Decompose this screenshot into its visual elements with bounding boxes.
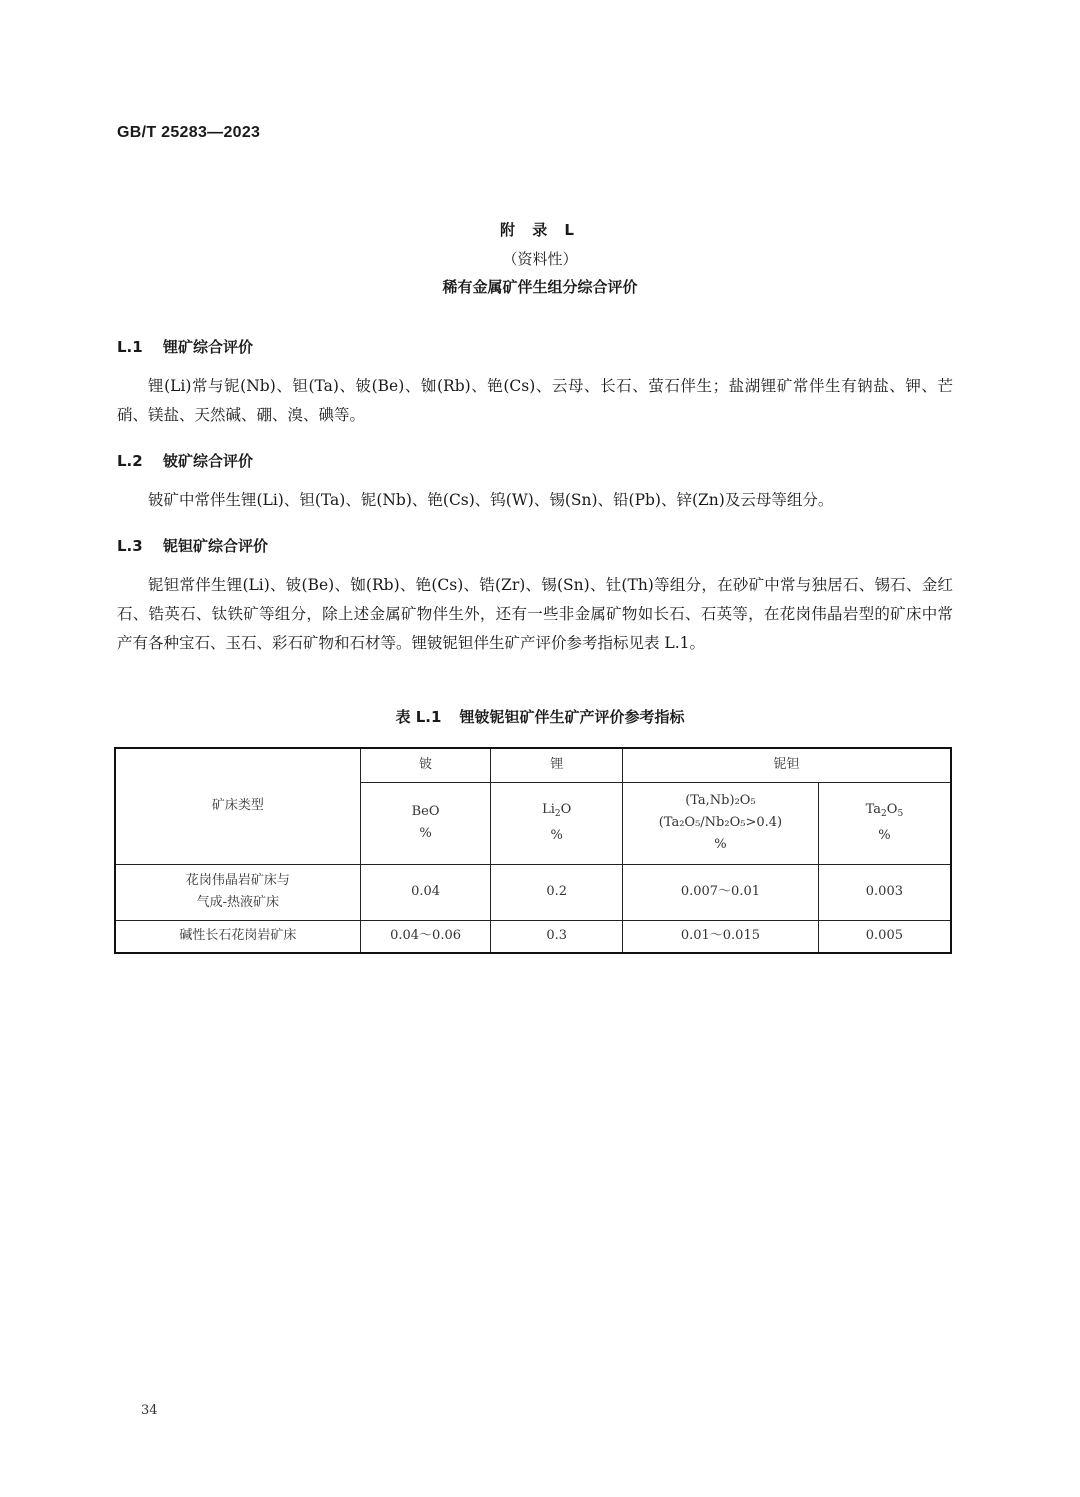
cell-ta2o5: 0.005 [818,920,951,953]
li2o-base: Li [542,802,555,817]
deposit-type-line-1: 花岗伟晶岩矿床与 [185,873,290,888]
appendix-title: 稀有金属矿伴生组分综合评价 [442,278,638,296]
ta2o5-subscript-1: 2 [881,809,887,819]
li2o-subscript: 2 [554,809,561,819]
table-row [115,864,951,920]
header-niobium-tantalum: 铌钽 [623,748,951,782]
li2o-formula [491,799,622,825]
header-beryllium: 铍 [360,748,491,782]
section-number: L.1 [117,338,143,356]
page-number: 34 [141,1403,158,1418]
cell-beo: 0.04～0.06 [360,920,491,953]
section-paragraph-l3: 铌钽常伴生锂(Li)、铍(Be)、铷(Rb)、铯(Cs)、锆(Zr)、锡(Sn)、钍(Th)等组分，在砂矿中常与独居石、锡石、金红石、锆英石、钛铁矿等组分，除上述金属矿物伴生外，还有一些非金属矿物如长石、石英等，在花岗伟晶岩型的矿床中常产有各种宝石、玉石、彩石矿物和石材等。锂铍铌钽伴生矿产评价参考指标见表 L.1。 [117,576,953,652]
cell-li2o: 0.2 [491,864,623,920]
cell-li2o: 0.3 [491,920,623,953]
header-ta2o5 [818,782,951,864]
section-heading-l1 [117,336,253,357]
table-row [115,920,951,953]
tanb-condition: (Ta₂O₅/Nb₂O₅>0.4) [658,815,783,830]
section-title: 铌钽矿综合评价 [163,537,269,555]
header-lithium: 锂 [491,748,623,782]
table-caption [0,706,1080,727]
ta2o5-base: Ta [865,802,882,817]
ta2o5-subscript-2: 5 [897,809,904,819]
cell-beo: 0.04 [360,864,491,920]
tanb-formula: (Ta,Nb)₂O₅ [685,793,756,808]
cell-tanb: 0.007～0.01 [623,864,819,920]
table-caption-title: 锂铍铌钽矿伴生矿产评价参考指标 [459,708,685,726]
section-title: 铍矿综合评价 [163,452,254,470]
ta2o5-unit: % [878,828,891,843]
section-heading-l2 [117,450,253,471]
ta2o5-mid: O [886,802,898,817]
table-header-row [115,748,951,782]
deposit-type-line-2: 气成-热液矿床 [196,895,280,910]
cell-tanb: 0.01～0.015 [623,920,819,953]
cell-deposit-type: 碱性长石花岗岩矿床 [115,920,360,953]
header-ta-nb-oxide [623,782,819,864]
section-paragraph-l2: 铍矿中常伴生锂(Li)、钽(Ta)、铌(Nb)、铯(Cs)、钨(W)、锡(Sn)、铅(Pb)、锌(Zn)及云母等组分。 [148,491,834,509]
cell-deposit-type [115,864,360,920]
header-li2o [491,782,623,864]
tanb-unit: % [714,837,727,852]
standard-number: GB/T 25283—2023 [117,124,261,141]
header-beo [360,782,491,864]
table-caption-number: 表 L.1 [395,708,442,726]
beo-unit: % [419,826,432,841]
reference-index-table [114,747,952,954]
section-number: L.2 [117,452,143,470]
section-paragraph-l1: 锂(Li)常与铌(Nb)、钽(Ta)、铍(Be)、铷(Rb)、铯(Cs)、云母、长石、萤石伴生；盐湖锂矿常伴生有钠盐、钾、芒硝、镁盐、天然碱、硼、溴、碘等。 [117,377,953,424]
beo-formula: BeO [411,804,440,819]
section-title: 锂矿综合评价 [163,338,254,356]
ta2o5-formula [819,799,950,825]
section-number: L.3 [117,537,143,555]
appendix-nature: （资料性） [502,250,578,268]
cell-ta2o5: 0.003 [818,864,951,920]
appendix-label: 附 录 L [499,221,580,239]
header-deposit-type: 矿床类型 [115,748,360,864]
section-heading-l3 [117,535,268,556]
li2o-tail: O [560,802,572,817]
li2o-unit: % [550,828,563,843]
